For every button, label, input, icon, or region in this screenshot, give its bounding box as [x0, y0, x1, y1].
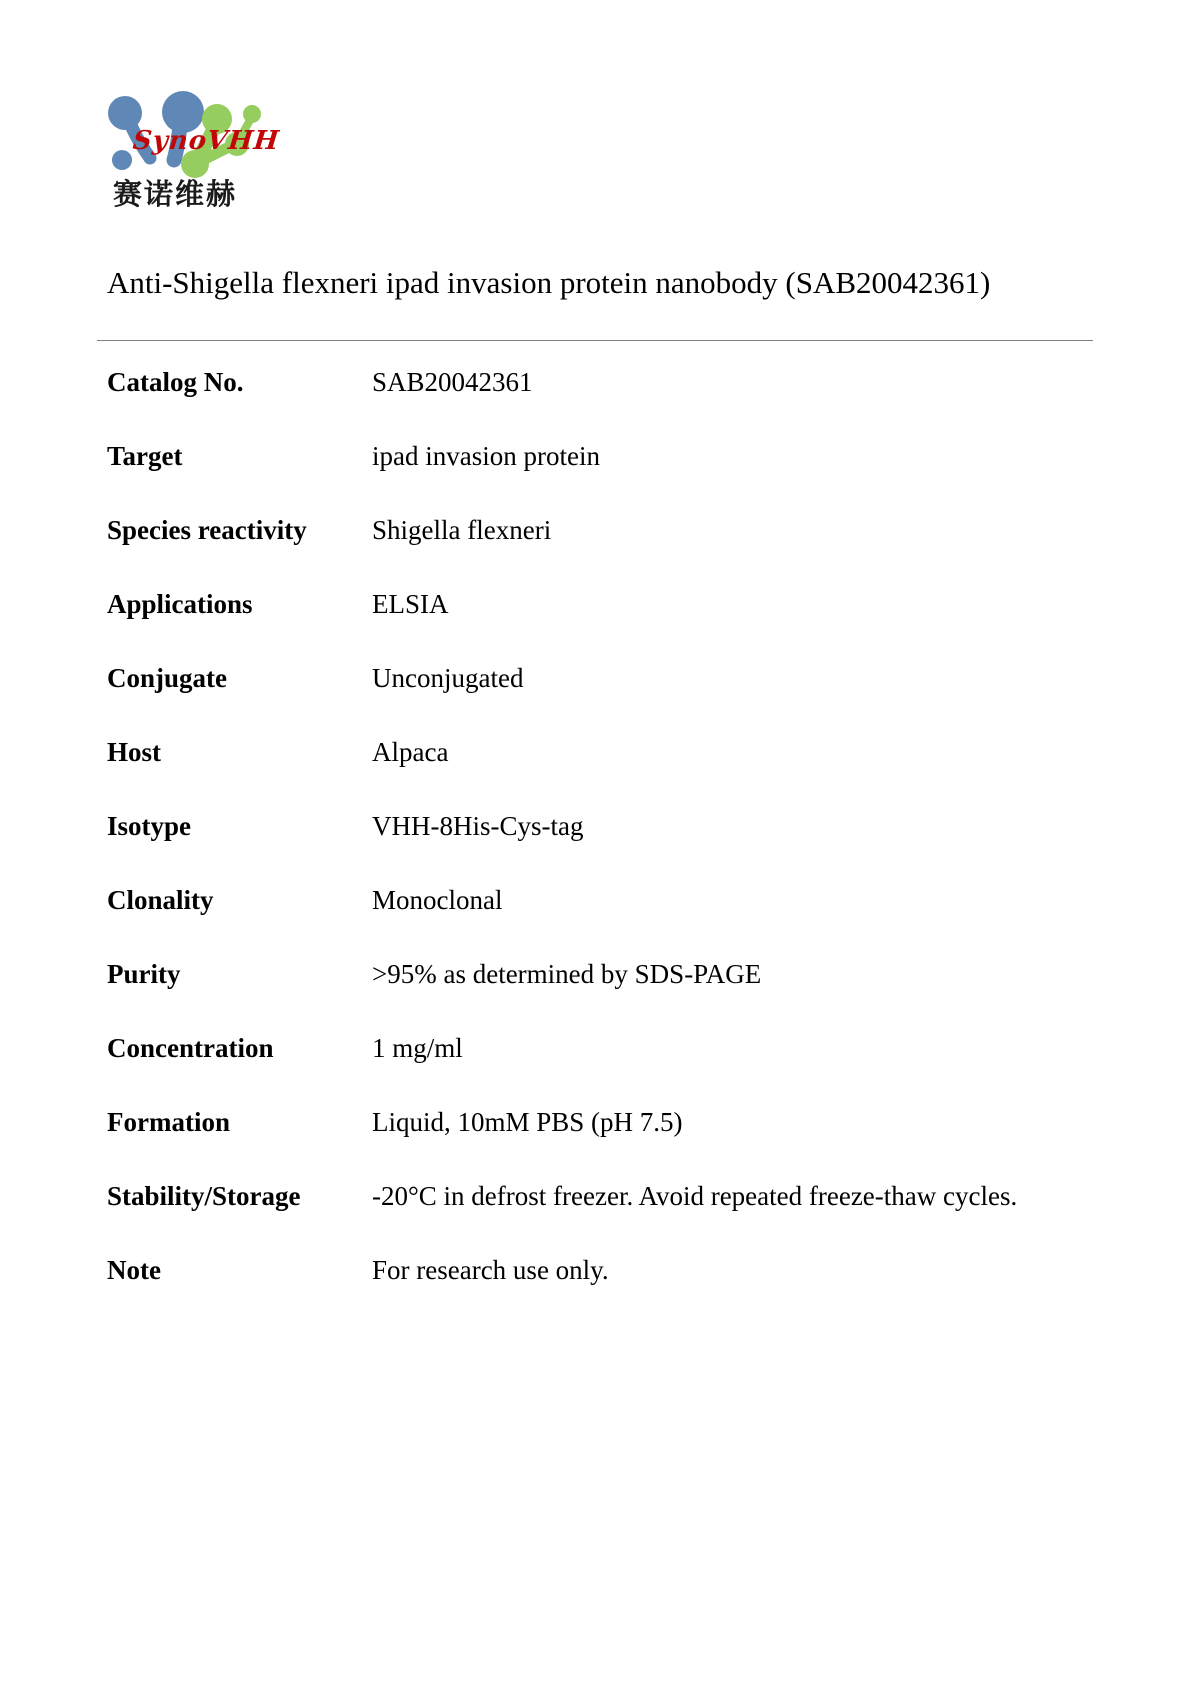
row-label: Applications: [107, 588, 253, 619]
divider-line: [97, 340, 1093, 341]
table-row: [107, 567, 1097, 641]
table-row: [107, 789, 1097, 863]
table-row: [107, 937, 1097, 1011]
row-label: Catalog No.: [107, 366, 244, 397]
row-label: Host: [107, 736, 161, 767]
logo-brand-text: SynoVHH: [131, 126, 282, 156]
row-value: >95% as determined by SDS-PAGE: [372, 958, 762, 989]
table-row: [107, 419, 1097, 493]
row-label: Species reactivity: [107, 514, 307, 545]
row-label: Formation: [107, 1106, 230, 1137]
row-value: SAB20042361: [372, 366, 533, 397]
table-row: [107, 863, 1097, 937]
row-label: Note: [107, 1254, 161, 1285]
table-row: [107, 1233, 1097, 1307]
row-value: Unconjugated: [372, 662, 524, 693]
row-value: Liquid, 10mM PBS (pH 7.5): [372, 1106, 683, 1137]
table-row: [107, 641, 1097, 715]
row-label: Stability/Storage: [107, 1180, 301, 1211]
table-row: [107, 1159, 1097, 1233]
row-value: -20°C in defrost freezer. Avoid repeated freeze-thaw cycles.: [372, 1180, 1018, 1211]
table-row: [107, 345, 1097, 419]
table-row: [107, 1085, 1097, 1159]
logo-chinese-name: 赛诺维赫: [113, 179, 238, 211]
table-row: [107, 493, 1097, 567]
company-logo: [95, 86, 295, 216]
row-label: Concentration: [107, 1032, 274, 1063]
row-value: ipad invasion protein: [372, 440, 600, 471]
row-value: For research use only.: [372, 1254, 609, 1285]
row-label: Clonality: [107, 884, 214, 915]
table-row: [107, 715, 1097, 789]
row-label: Target: [107, 440, 183, 471]
row-value: Monoclonal: [372, 884, 503, 915]
row-label: Conjugate: [107, 662, 227, 693]
row-value: 1 mg/ml: [372, 1032, 463, 1063]
spec-table: [107, 345, 1097, 1307]
row-value: ELSIA: [372, 588, 449, 619]
row-value: Alpaca: [372, 736, 449, 767]
table-row: [107, 1011, 1097, 1085]
row-label: Purity: [107, 958, 181, 989]
row-value: Shigella flexneri: [372, 514, 552, 545]
row-label: Isotype: [107, 810, 192, 841]
row-value: VHH-8His-Cys-tag: [372, 810, 584, 841]
page-title: Anti-Shigella flexneri ipad invasion protein nanobody (SAB20042361): [107, 265, 991, 300]
